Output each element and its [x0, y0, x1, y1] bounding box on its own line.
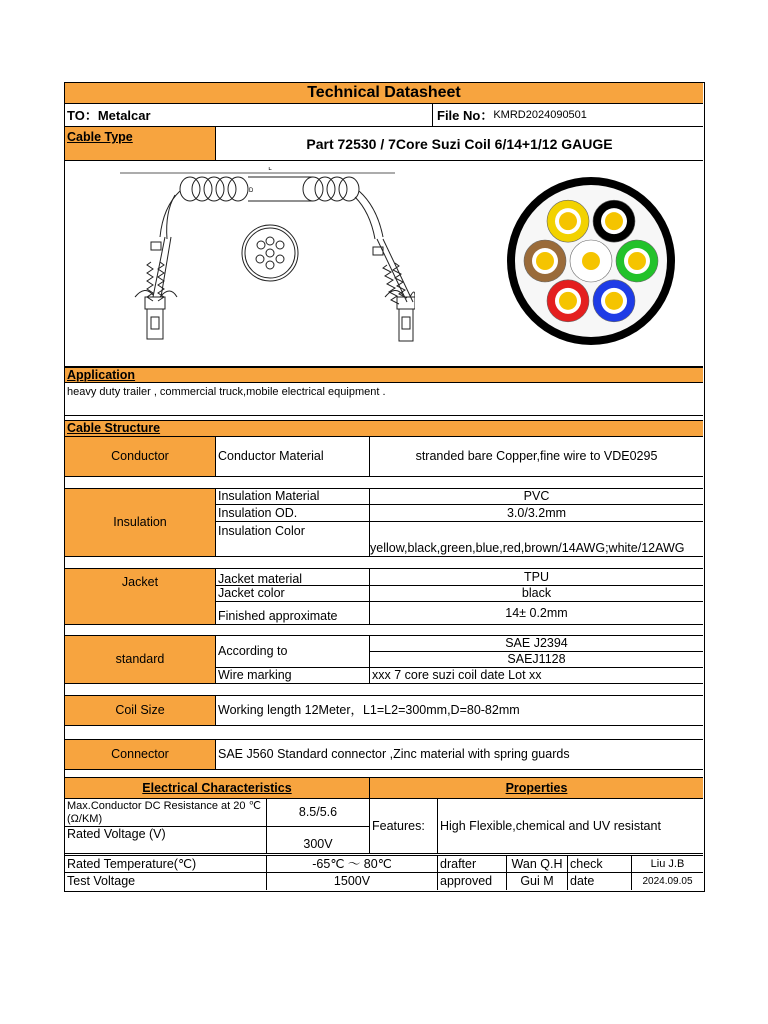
cable-structure-label: Cable Structure — [65, 421, 703, 437]
core-blue-conductor — [605, 292, 623, 310]
rated-voltage-value: 300V — [267, 827, 370, 854]
according-to-property: According to — [216, 636, 370, 668]
rated-voltage-label: Rated Voltage (V) — [65, 827, 267, 854]
cable-part-number: Part 72530 / 7Core Suzi Coil 6/14+1/12 GAUGE — [216, 127, 703, 161]
jacket-material-property: Jacket material — [216, 569, 370, 586]
electrical-characteristics-label: Electrical Characteristics — [65, 778, 370, 799]
core-white-conductor — [582, 252, 600, 270]
standard-label: standard — [65, 636, 216, 684]
insulation-label: Insulation — [65, 489, 216, 557]
coil-size-value: Working length 12Meter，L1=L2=300mm,D=80-82mm — [216, 696, 703, 726]
core-yellow-conductor — [559, 212, 577, 230]
drafter-name: Wan Q.H — [507, 856, 568, 873]
core-green-conductor — [628, 252, 646, 270]
jacket-material-value: TPU — [370, 569, 703, 586]
standard-value-1: SAE J2394 — [370, 636, 703, 652]
approved-name: Gui M — [507, 873, 568, 890]
check-label: check — [568, 856, 632, 873]
features-value: High Flexible,chemical and UV resistant — [438, 799, 703, 854]
file-number — [433, 104, 703, 127]
recipient: TO：Metalcar — [65, 104, 433, 127]
connector-label: Connector — [65, 740, 216, 770]
date-label: date — [568, 873, 632, 890]
rated-temperature-value: -65℃ ～ 80℃ — [267, 856, 438, 873]
insulation-od-property: Insulation OD. — [216, 505, 370, 522]
date-value: 2024.09.05 — [642, 876, 693, 887]
insulation-color-property: Insulation Color — [216, 522, 370, 557]
application-text: heavy duty trailer , commercial truck,mobile electrical equipment . — [65, 383, 703, 416]
conductor-property: Conductor Material — [216, 437, 370, 477]
finished-approximate-property: Finished approximate — [216, 602, 370, 625]
datasheet — [64, 82, 705, 892]
cable-type-label: Cable Type — [65, 127, 216, 161]
connector-value: SAE J560 Standard connector ,Zinc material with spring guards — [216, 740, 703, 770]
insulation-od-value: 3.0/3.2mm — [370, 505, 703, 522]
spacer — [65, 625, 703, 636]
test-voltage-value: 1500V — [267, 873, 438, 890]
spacer — [65, 770, 703, 778]
insulation-material-value: PVC — [370, 489, 703, 505]
application-label: Application — [65, 367, 703, 383]
page-title: Technical Datasheet — [65, 83, 703, 104]
spacer — [65, 557, 703, 569]
drafter-label: drafter — [438, 856, 507, 873]
conductor-label: Conductor — [65, 437, 216, 477]
properties-label: Properties — [370, 778, 703, 799]
core-black-conductor — [605, 212, 623, 230]
insulation-color-value: yellow,black,green,blue,red,brown/14AWG;white/12AWG — [370, 522, 703, 557]
coil-cable-drawing — [115, 167, 415, 367]
core-brown-conductor — [536, 252, 554, 270]
approved-label: approved — [438, 873, 507, 890]
rated-temperature-label: Rated Temperature(℃) — [65, 856, 267, 873]
drawing-area — [65, 161, 703, 367]
spacer — [65, 684, 703, 696]
file-value: KMRD2024090501 — [493, 108, 587, 121]
resistance-label: Max.Conductor DC Resistance at 20 ℃(Ω/KM) — [65, 799, 267, 827]
wire-marking-value: xxx 7 core suzi coil date Lot xx — [370, 668, 703, 684]
jacket-label: Jacket — [65, 569, 216, 625]
core-red-conductor — [559, 292, 577, 310]
conductor-value: stranded bare Copper,fine wire to VDE0295 — [370, 437, 703, 477]
dim-d: D — [249, 188, 254, 194]
check-name: Liu J.B — [632, 856, 703, 873]
dim-l: L — [268, 167, 272, 172]
jacket-color-property: Jacket color — [216, 586, 370, 602]
spacer — [65, 477, 703, 489]
features-label: Features: — [370, 799, 438, 854]
test-voltage-label: Test Voltage — [65, 873, 267, 890]
spacer — [65, 726, 703, 740]
file-label: File No： — [437, 107, 494, 123]
jacket-color-value: black — [370, 586, 703, 602]
finished-approximate-value: 14± 0.2mm — [370, 602, 703, 625]
coil-size-label: Coil Size — [65, 696, 216, 726]
wire-marking-property: Wire marking — [216, 668, 370, 684]
standard-value-2: SAEJ1128 — [370, 652, 703, 668]
insulation-material-property: Insulation Material — [216, 489, 370, 505]
cable-cross-section — [501, 171, 681, 351]
resistance-value: 8.5/5.6 — [267, 799, 370, 827]
